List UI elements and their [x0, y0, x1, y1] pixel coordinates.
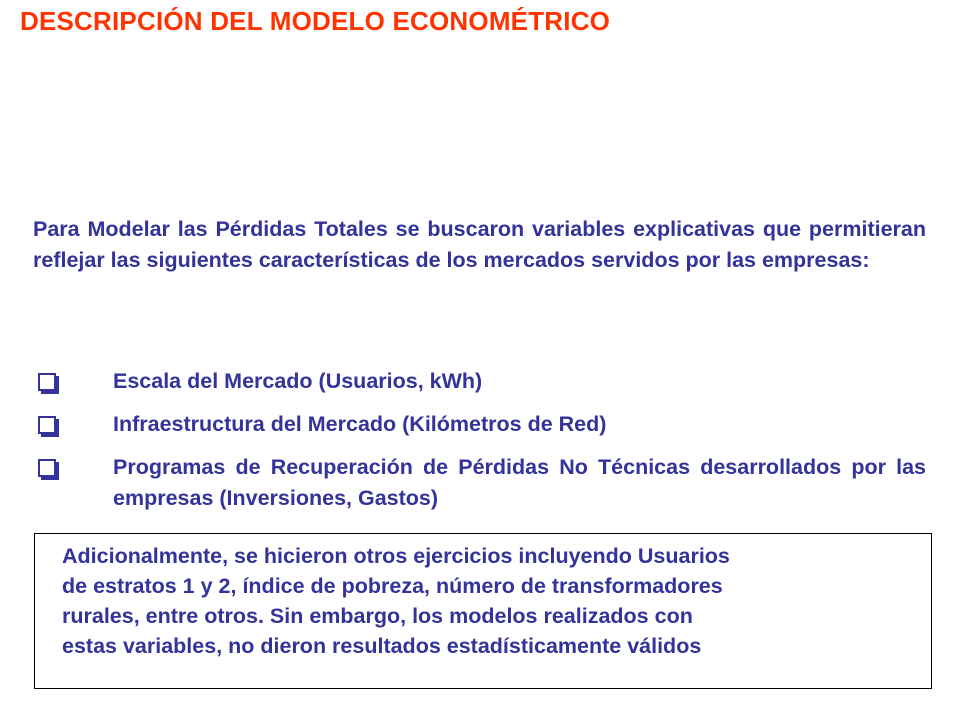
- intro-paragraph: Para Modelar las Pérdidas Totales se buscaron variables explicativas que permitieran reflejar las siguientes características de los mercados servidos por las empresas:: [33, 217, 926, 272]
- list-item: [38, 409, 926, 440]
- note-line: estas variables, no dieron resultados estadísticamente válidos: [62, 634, 702, 658]
- checkbox-bullet-icon: [38, 459, 56, 477]
- note-line: de estratos 1 y 2, índice de pobreza, número de transformadores: [62, 574, 723, 598]
- feature-list: [38, 366, 926, 526]
- checkbox-bullet-icon: [38, 373, 56, 391]
- note-line: Adicionalmente, se hicieron otros ejercicios incluyendo Usuarios: [62, 544, 730, 568]
- list-item-text: Programas de Recuperación de Pérdidas No Técnicas desarrollados por las empresas (Inversiones, Gastos): [113, 455, 926, 510]
- list-item-text: Escala del Mercado (Usuarios, kWh): [113, 369, 483, 393]
- note-box: [34, 533, 932, 689]
- note-line: rurales, entre otros. Sin embargo, los modelos realizados con: [62, 604, 693, 628]
- list-item: [38, 366, 926, 397]
- checkbox-bullet-icon: [38, 416, 56, 434]
- list-item: [38, 452, 926, 514]
- page-title: DESCRIPCIÓN DEL MODELO ECONOMÉTRICO: [20, 6, 611, 36]
- list-item-text: Infraestructura del Mercado (Kilómetros de Red): [113, 412, 607, 436]
